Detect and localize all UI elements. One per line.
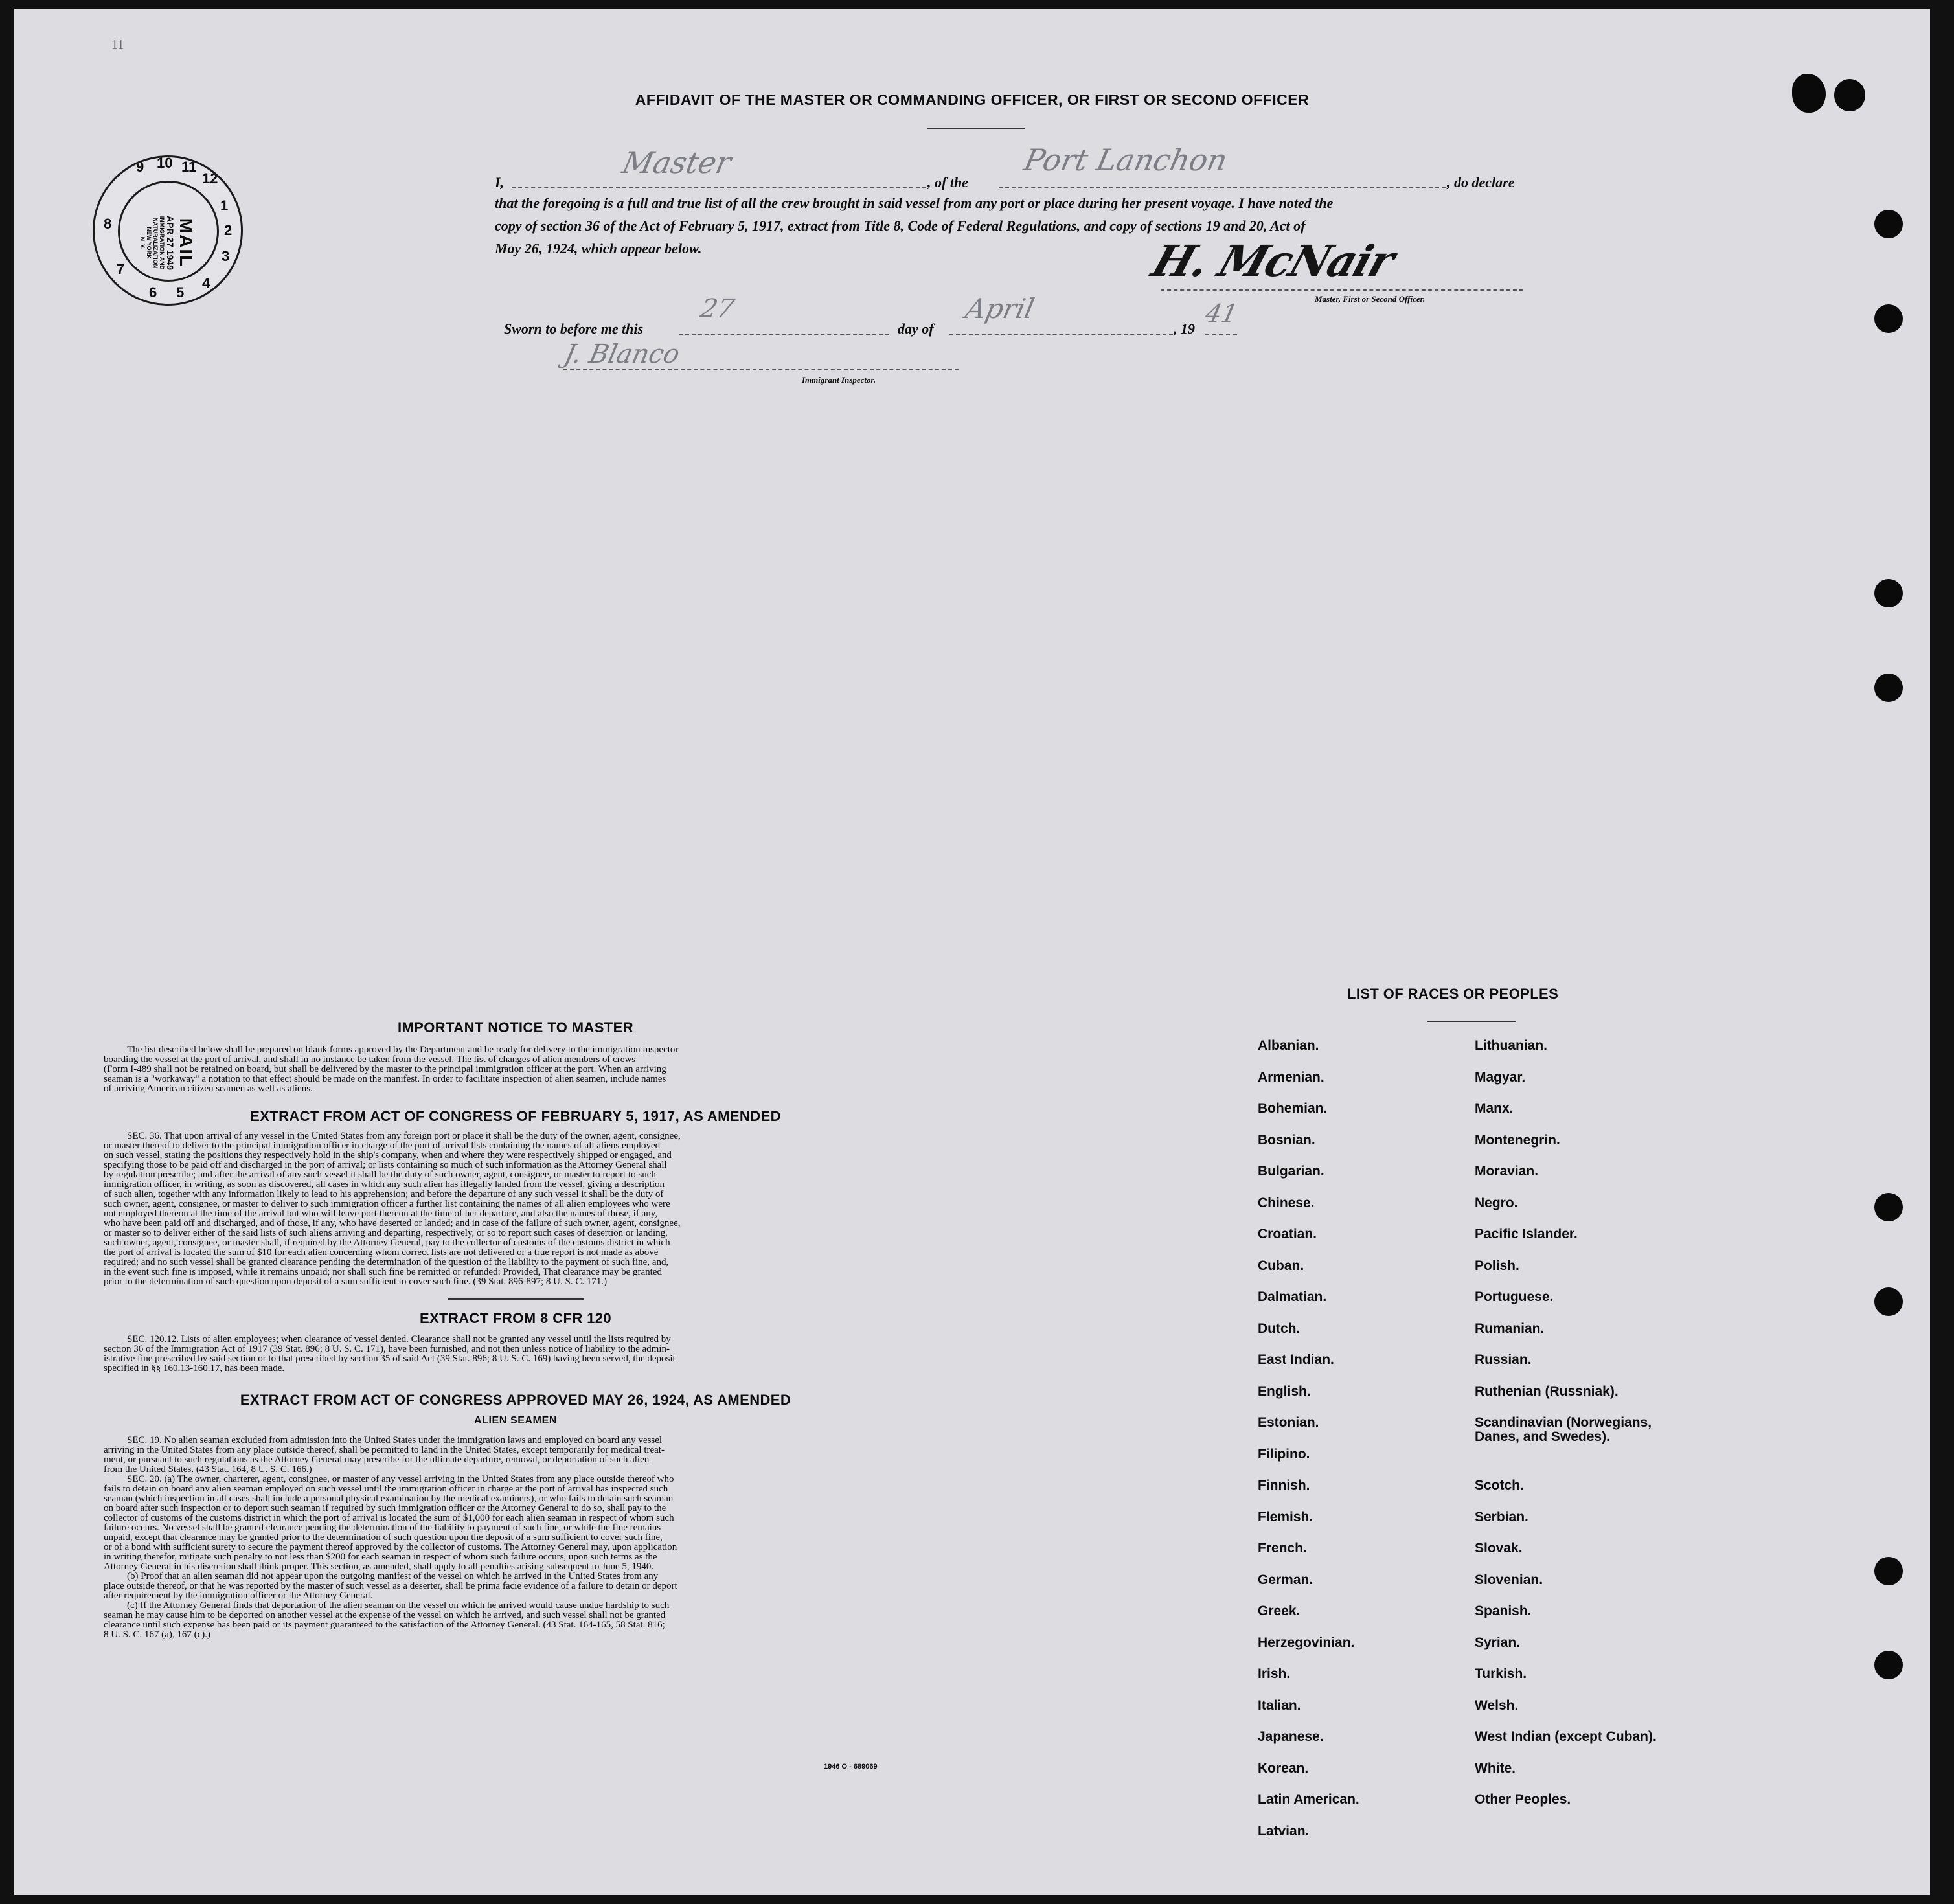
stamp-hour: 1 — [220, 198, 229, 214]
stamp-hour: 3 — [222, 248, 230, 264]
text-line: or master thereof to deliver to the principal immigration officer in charge of the port of arrival lists containing the names of all aliens employed — [104, 1140, 661, 1151]
race-item: Dutch. — [1258, 1320, 1301, 1336]
stamp-hour: 5 — [176, 284, 185, 300]
notice-text — [104, 1045, 927, 1094]
stamp-hour: 12 — [202, 170, 218, 187]
races-heading: LIST OF RACES OR PEOPLES — [1347, 986, 1559, 1002]
extract-cfr-text — [104, 1335, 927, 1374]
text-line: of arriving American citizen seamen as well as aliens. — [104, 1083, 313, 1094]
text-line: on such vessel, stating the positions they respectively hold in the ship's company, when and where they were respectively shipped or engaged, and — [104, 1150, 672, 1161]
race-item: Turkish. — [1475, 1666, 1527, 1681]
declaration-line: copy of section 36 of the Act of February 5, 1917, extract from Title 8, Code of Federal Regulations, and copy of sections 19 and 20, Act of — [495, 218, 1306, 234]
punch-hole — [1874, 674, 1903, 702]
text-line: istrative fine prescribed by said section or to that prescribed by section 35 of said Act (39 Stat. 896; 8 U. S. C. 169) having been served, the deposit — [104, 1354, 676, 1364]
sworn-day-handwritten: 27 — [698, 294, 737, 324]
punch-hole — [1874, 1193, 1903, 1221]
races-left-column — [1258, 1039, 1359, 1855]
race-item: Dalmatian. — [1258, 1289, 1327, 1304]
race-item: Latvian. — [1258, 1823, 1310, 1839]
inspector-signature: J. Blanco — [562, 339, 683, 369]
text-line: SEC. 19. No alien seaman excluded from admission into the United States under the immigration laws and employed on board any vessel — [127, 1435, 663, 1445]
affidavit-title: AFFIDAVIT OF THE MASTER OR COMMANDING OFFICER, OR FIRST OR SECOND OFFICER — [635, 91, 1310, 108]
punch-hole — [1874, 304, 1903, 333]
text-line: specifying those to be paid off and discharged in the port of arrival; or lists containing so much of such information as the Attorney General shall — [104, 1160, 667, 1170]
text-line: in the event such fine is imposed, while it remains unpaid; nor shall such fine be remitted or refunded: Provided, That clearance may be granted — [104, 1267, 662, 1277]
stamp-hour: 8 — [104, 216, 112, 232]
month-handwritten: April — [962, 293, 1038, 324]
text-line: in writing therefor, mitigate such penalty to not less than $200 for each seaman in respect of whom such failure occurs, upon such terms as the — [104, 1552, 657, 1562]
stamp-date: APR 27 1949 — [165, 215, 176, 271]
text-line: seaman he may cause him to be deported on another vessel at the expense of the vessel on which he arrived, and such vessel shall not be granted — [104, 1610, 666, 1620]
stamp-line: NEW YORK — [146, 227, 152, 259]
name-fill-line — [512, 187, 926, 188]
signature-line — [1161, 289, 1523, 291]
text-line: 8 U. S. C. 167 (a), 167 (c).) — [104, 1629, 210, 1640]
extract-1917-text — [104, 1131, 927, 1287]
stamp-line: N. Y. — [139, 236, 146, 249]
text-line: The list described below shall be prepared on blank forms approved by the Department and be ready for delivery to the immigration inspector — [127, 1045, 679, 1055]
race-item: Negro. — [1475, 1195, 1518, 1210]
master-signature: H. McNair — [1146, 236, 1400, 286]
margin-mark: 11 — [111, 38, 124, 52]
race-item: Ruthenian (Russniak). — [1475, 1383, 1619, 1399]
text-line: (c) If the Attorney General finds that deportation of the alien seaman on the vessel on which he arrived would cause undue hardship to such — [127, 1600, 670, 1611]
race-item: Bosnian. — [1258, 1132, 1315, 1148]
vessel-fill-line — [999, 187, 1446, 188]
text-line: of such alien, together with any information likely to lead to his apprehension; and before the departure of any such vessel it shall be the duty of — [104, 1189, 664, 1199]
text-line: failure occurs. No vessel shall be granted clearance pending the determination of the liability to payment of such fine, or while the fine remains — [104, 1523, 661, 1533]
stamp-text-block — [139, 188, 196, 298]
race-item: Syrian. — [1475, 1635, 1521, 1650]
race-item: Latin American. — [1258, 1792, 1359, 1807]
race-item: Pacific Islander. — [1475, 1227, 1578, 1241]
year-fill-line — [1205, 334, 1237, 335]
text-line: such owner, agent, consignee, or master to deliver to such immigration officer a further list containing the names of all alien employees who were — [104, 1199, 670, 1209]
text-line: such owner, agent, consignee, or master shall, if required by the Attorney General, pay to the collector of customs of the customs district in which — [104, 1238, 670, 1248]
notice-section — [104, 1019, 927, 1640]
race-item: Italian. — [1258, 1697, 1301, 1713]
mail-received-stamp — [93, 155, 243, 306]
master-handwritten: Master — [619, 145, 734, 180]
text-line: collector of customs of the customs district in which the port of arrival is located the sum of $1,000 for each alien seaman in respect of whom such — [104, 1513, 674, 1523]
alien-seamen-subheading: ALIEN SEAMEN — [473, 1415, 558, 1426]
race-item: Filipino. — [1258, 1446, 1310, 1462]
text-line: seaman (which inspection in all cases shall include a personal physical examination by the medical examiners), or who fails to detain such seaman — [104, 1493, 674, 1504]
stamp-hour: 7 — [117, 261, 125, 277]
text-line: (b) Proof that an alien seaman did not appear upon the outgoing manifest of the vessel on which he arrived in the United States from any — [127, 1571, 659, 1581]
stamp-hour: 9 — [136, 159, 144, 175]
text-line: place outside thereof, or that he was reported by the master of such vessel as a deserter, shall be prima facie evidence of a failure to detain or deport — [104, 1581, 677, 1591]
do-declare-label: , do declare — [1447, 174, 1515, 190]
text-line: after requirement by the immigration officer or the Attorney General. — [104, 1591, 373, 1601]
text-line: SEC. 36. That upon arrival of any vessel in the United States from any foreign port or place it shall be the duty of the owner, agent, consignee, — [127, 1131, 681, 1141]
race-item: Magyar. — [1475, 1069, 1526, 1085]
vessel-handwritten: Port Lanchon — [1021, 142, 1231, 177]
race-item: Chinese. — [1258, 1195, 1315, 1210]
race-item: English. — [1258, 1383, 1311, 1399]
i-label: I, — [495, 174, 505, 190]
year-label: , 19 — [1174, 321, 1195, 337]
punch-hole — [1874, 1651, 1903, 1679]
race-item: Slovak. — [1475, 1541, 1523, 1556]
stamp-hour: 2 — [224, 222, 233, 238]
punch-hole — [1874, 579, 1903, 607]
year-handwritten: 41 — [1203, 299, 1241, 328]
signature-caption: Master, First or Second Officer. — [1315, 294, 1426, 304]
race-item: Slovenian. — [1475, 1572, 1543, 1587]
extract-1924-heading: EXTRACT FROM ACT OF CONGRESS APPROVED MAY 26, 1924, AS AMENDED — [240, 1392, 791, 1408]
race-item: Bohemian. — [1258, 1101, 1328, 1116]
race-item: Russian. — [1475, 1352, 1532, 1367]
race-item: White. — [1475, 1760, 1516, 1776]
month-fill-line — [949, 334, 1173, 335]
stamp-hour: 4 — [202, 275, 210, 291]
text-line: or master so to deliver either of the said lists of such aliens arriving and departing, respectively, or so to report such cases of desertion or landing, — [104, 1228, 668, 1238]
race-item: Other Peoples. — [1475, 1792, 1571, 1807]
race-item: Cuban. — [1258, 1258, 1304, 1273]
race-item: Irish. — [1258, 1666, 1291, 1681]
text-line: fails to detain on board any alien seaman employed on such vessel until the immigration officer in charge at the port of arrival has inspected such — [104, 1484, 668, 1494]
race-item: Polish. — [1475, 1258, 1519, 1273]
text-line: on board after such inspection or to deport such seaman if required by such immigration officer or the Attorney General to do so, shall pay to the — [104, 1503, 666, 1513]
text-line: Attorney General in his discretion shall think proper. This section, as amended, shall apply to all penalties arising subsequent to June 5, 1940. — [104, 1561, 654, 1572]
of-the-label: , of the — [927, 174, 968, 190]
inspector-caption: Immigrant Inspector. — [802, 375, 876, 385]
text-line: required; and no such vessel shall be granted clearance pending the determination of the question of the liability to the payment of such fine, and, — [104, 1257, 669, 1267]
section-divider — [448, 1298, 584, 1300]
text-line: prior to the determination of such question upon deposit of a sum sufficient to cover such fine. (39 Stat. 896-897; 8 U. S. C. 171.) — [104, 1276, 608, 1287]
stamp-hour: 11 — [181, 159, 197, 175]
print-code: 1946 O - 689069 — [824, 1763, 878, 1771]
race-item: Moravian. — [1475, 1164, 1539, 1179]
stamp-line: IMMIGRATION AND — [159, 216, 165, 270]
text-line: or of a bond with sufficient surety to secure the payment thereof approved by the collector of customs. The Attorney General may, upon application — [104, 1542, 677, 1552]
stamp-word: MAIL — [176, 218, 196, 268]
stamp-line: NATURALIZATION — [152, 217, 159, 269]
race-item: Bulgarian. — [1258, 1164, 1324, 1179]
race-item: Korean. — [1258, 1760, 1309, 1776]
stamp-hour: 10 — [157, 155, 173, 171]
race-item: Greek. — [1258, 1604, 1301, 1618]
text-line: specified in §§ 160.13-160.17, has been made. — [104, 1363, 285, 1374]
notice-heading: IMPORTANT NOTICE TO MASTER — [397, 1019, 634, 1036]
race-item: Flemish. — [1258, 1509, 1313, 1524]
text-line: arriving in the United States from any place outside thereof, shall be permitted to land in the United States, except temporarily for medical treat- — [104, 1445, 665, 1455]
extract-cfr-heading: EXTRACT FROM 8 CFR 120 — [419, 1310, 612, 1326]
races-rule — [1427, 1021, 1516, 1022]
day-of-label: day of — [898, 321, 934, 337]
race-item: Welsh. — [1475, 1697, 1519, 1713]
text-line: SEC. 20. (a) The owner, charterer, agent, consignee, or master of any vessel arriving in the United States from any place outside thereof who — [127, 1474, 674, 1484]
text-line: seaman is a "workaway" a notation to that effect should be made on the manifest. In order to facilitate inspection of alien seamen, include names — [104, 1074, 666, 1084]
text-line: who have been paid off and discharged, and of those, if any, who have deserted or landed; and in case of the failure of such owner, agent, consignee, — [104, 1218, 681, 1229]
race-item: Japanese. — [1258, 1729, 1324, 1744]
races-right-column — [1475, 1039, 1657, 1824]
race-item: Spanish. — [1475, 1604, 1532, 1618]
race-item: Lithuanian. — [1475, 1038, 1547, 1053]
text-line: not employed thereon at the time of the arrival but who will leave port thereon at the time of her departure, and also the names of those, if any, — [104, 1208, 657, 1219]
race-item: Finnish. — [1258, 1478, 1310, 1493]
day-fill-line — [679, 334, 889, 335]
race-item: Armenian. — [1258, 1069, 1324, 1085]
race-item: Scandinavian (Norwegians, Danes, and Swedes). — [1475, 1415, 1652, 1444]
race-item: Manx. — [1475, 1101, 1514, 1116]
race-item: German. — [1258, 1572, 1313, 1587]
race-item: French. — [1258, 1541, 1307, 1556]
race-item: Montenegrin. — [1475, 1132, 1560, 1148]
race-item: Albanian. — [1258, 1038, 1319, 1053]
text-line: immigration officer, in writing, as soon as discovered, all cases in which any such alien has illegally landed from the vessel, giving a description — [104, 1179, 665, 1190]
text-line: unpaid, except that clearance may be granted prior to the determination of such question upon the deposit of a sum sufficient to cover such fine, — [104, 1532, 663, 1543]
punch-hole — [1874, 1287, 1903, 1316]
race-item: Scotch. — [1475, 1478, 1524, 1493]
race-item: Serbian. — [1475, 1509, 1528, 1524]
text-line: clearance until such expense has been paid or its payment guaranteed to the satisfaction of the Attorney General. (43 Stat. 164-165, 58 Stat. 816; — [104, 1620, 665, 1630]
race-item: Estonian. — [1258, 1415, 1319, 1430]
race-item: Herzegovinian. — [1258, 1635, 1355, 1650]
race-item: East Indian. — [1258, 1352, 1334, 1367]
stamp-hour: 6 — [149, 284, 157, 300]
race-item: Portuguese. — [1475, 1289, 1554, 1304]
text-line: (Form I-489 shall not be retained on board, but shall be delivered by the master to the principal immigration officer at the port. When an arriving — [104, 1064, 666, 1074]
sworn-label: Sworn to before me this — [504, 321, 644, 337]
race-item: West Indian (except Cuban). — [1475, 1729, 1657, 1744]
extract-1924-text — [104, 1436, 927, 1640]
race-item: Rumanian. — [1475, 1320, 1545, 1336]
text-line: the port of arrival is located the sum of $10 for each alien concerning whom correct lists are not delivered or a true report is not made as above — [104, 1247, 659, 1258]
punch-hole — [1874, 1557, 1903, 1585]
race-item: Croatian. — [1258, 1227, 1317, 1241]
text-line: SEC. 120.12. Lists of alien employees; when clearance of vessel denied. Clearance shall not be granted any vessel until the lists required by — [127, 1334, 671, 1344]
inspector-line — [563, 369, 959, 370]
punch-hole — [1874, 210, 1903, 238]
text-line: from the United States. (43 Stat. 164, 8 U. S. C. 166.) — [104, 1464, 312, 1475]
text-line: by regulation prescribe; and after the arrival of any such vessel it shall be the duty of such owner, agent, consignee, or master to report to such — [104, 1170, 656, 1180]
document-page — [14, 9, 1930, 1895]
text-line: ment, or pursuant to such regulations as the Attorney General may prescribe for the ultimate departure, removal, or deportation of such alien — [104, 1455, 650, 1465]
declaration-line: that the foregoing is a full and true list of all the crew brought in said vessel from any port or place during her present voyage. I have noted the — [495, 195, 1334, 211]
extract-1917-heading: EXTRACT FROM ACT OF CONGRESS OF FEBRUARY 5, 1917, AS AMENDED — [250, 1108, 781, 1124]
text-line: section 36 of the Immigration Act of 1917 (39 Stat. 896; 8 U. S. C. 171), have been furnished, and not then unless notice of liability to the admin- — [104, 1344, 670, 1354]
title-rule — [927, 128, 1025, 129]
declaration-line: May 26, 1924, which appear below. — [495, 240, 702, 256]
text-line: boarding the vessel at the port of arrival, and shall in no instance be taken from the vessel. The list of changes of alien members of crews — [104, 1054, 636, 1065]
